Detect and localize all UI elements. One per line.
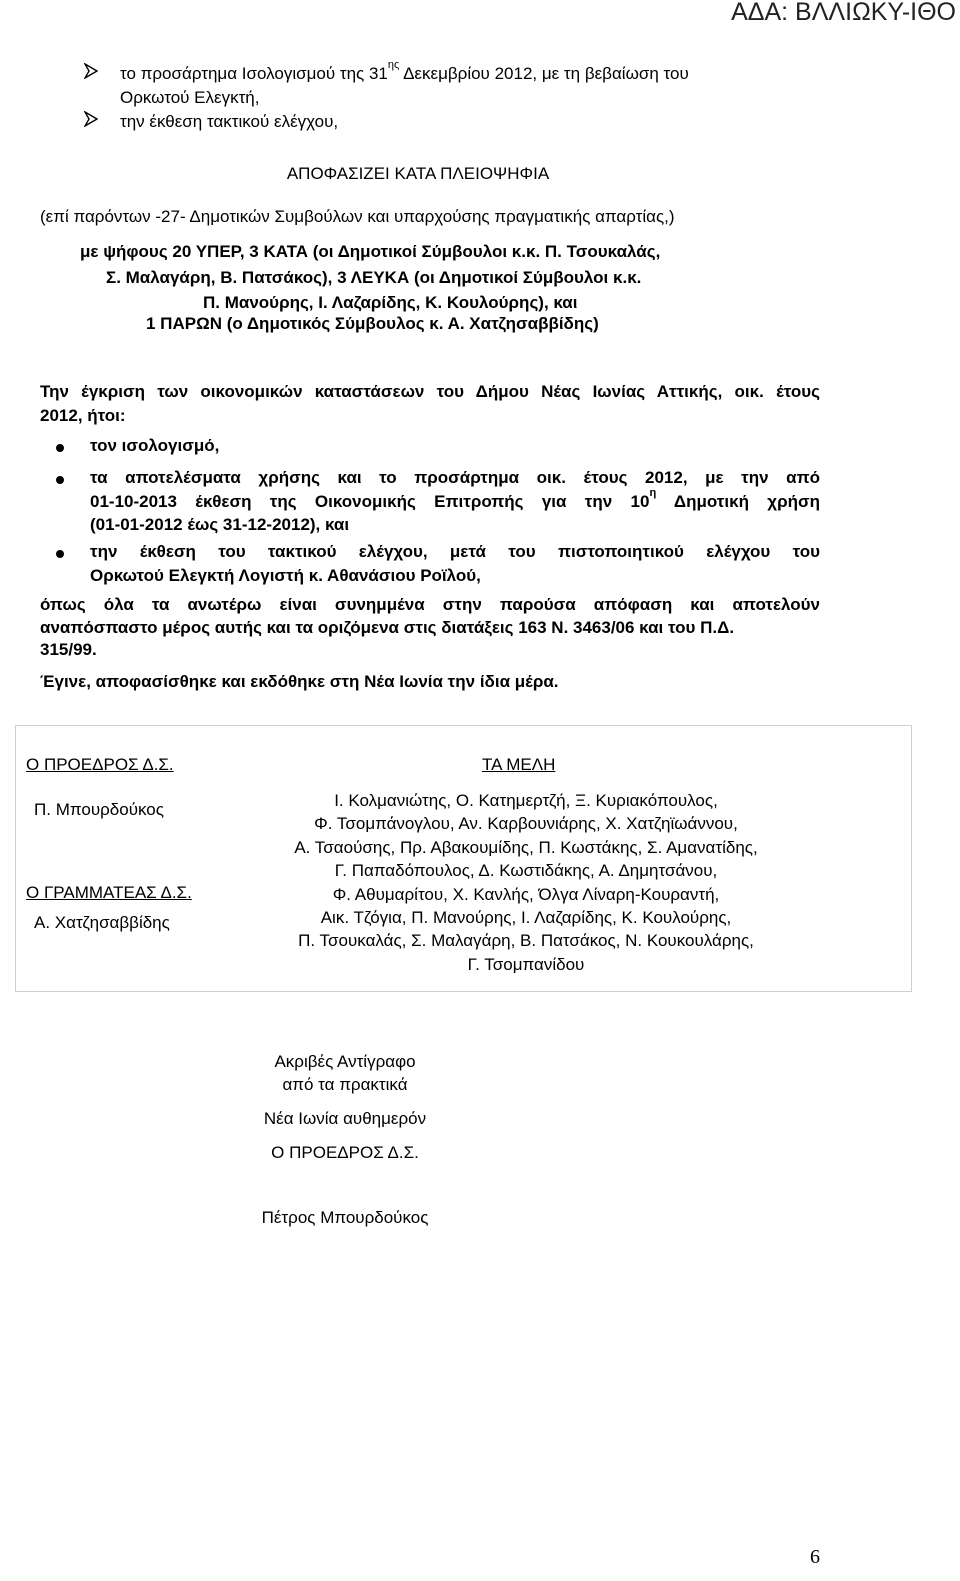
bullet-icon <box>56 476 64 484</box>
approval-item-2-line-3: (01-01-2012 έως 31-12-2012), και <box>90 515 350 534</box>
arrow-bullet-icon <box>84 110 104 134</box>
president-name: Π. Μπουρδούκος <box>34 800 164 819</box>
secretary-name: Α. Χατζησαββίδης <box>34 913 170 932</box>
votes-line-4: 1 ΠΑΡΩΝ (ο Δημοτικός Σύμβουλος κ. Α. Χατζησαββίδης) <box>146 314 599 333</box>
approval-item-2-line-1: τα αποτελέσματα χρήσης και το προσάρτημα οικ. έτους 2012, με την από <box>90 468 820 487</box>
closing-line-1: όπως όλα τα ανωτέρω είναι συνημμένα στην παρούσα απόφαση και αποτελούν <box>40 595 820 614</box>
certification-block <box>200 1050 490 1229</box>
votes-line-1: με ψήφους 20 ΥΠΕΡ, 3 ΚΑΤΑ (οι Δημοτικοί Σύμβουλοι κ.κ. Π. Τσουκαλάς, <box>80 242 661 261</box>
cert-signatory: Πέτρος Μπουρδούκος <box>261 1208 429 1227</box>
arrow-bullet-icon <box>84 62 104 86</box>
bullet-icon <box>56 444 64 452</box>
votes-line-2: Σ. Μαλαγάρη, Β. Πατσάκος), 3 ΛΕΥΚΑ (οι Δημοτικοί Σύμβουλοι κ.κ. <box>106 268 642 287</box>
secretary-title: Ο ΓΡΑΜΜΑΤΕΑΣ Δ.Σ. <box>26 883 192 902</box>
closing-line-3: 315/99. <box>40 640 97 659</box>
presence-line: (επί παρόντων -27- Δημοτικών Συμβούλων και υπαρχούσης πραγματικής απαρτίας,) <box>40 207 675 226</box>
member-line: Γ. Τσομπανίδου <box>467 954 585 974</box>
approval-intro-line-2: 2012, ήτοι: <box>40 406 126 425</box>
members-title: ΤΑ ΜΕΛΗ <box>482 755 556 774</box>
done-line: Έγινε, αποφασίσθηκε και εκδόθηκε στη Νέα Ιωνία την ίδια μέρα. <box>40 672 559 691</box>
member-line: Αικ. Τζόγια, Π. Μανούρης, Ι. Λαζαρίδης, Κ. Κουλούρης, <box>320 908 732 928</box>
member-line: Φ. Τσομπάνογλου, Αν. Καρβουνιάρης, Χ. Χατζηϊωάννου, <box>314 814 738 834</box>
member-line: Α. Τσαούσης, Πρ. Αβακουμίδης, Π. Κωστάκης, Σ. Αμανατίδης, <box>294 837 758 857</box>
signatures-table <box>15 725 912 992</box>
approval-item-3-line-1: την έκθεση του τακτικού ελέγχου, μετά του πιστοποιητικού ελέγχου του <box>90 542 820 561</box>
attachment-item-2-line1: την έκθεση τακτικού ελέγχου, <box>120 112 339 131</box>
members-list <box>226 789 826 976</box>
bullet-icon <box>56 550 64 558</box>
decision-heading: ΑΠΟΦΑΣΙΖΕΙ ΚΑΤΑ ΠΛΕΙΟΨΗΦΙΑ <box>286 164 550 183</box>
cert-line-4: Ο ΠΡΟΕΔΡΟΣ Δ.Σ. <box>271 1143 419 1162</box>
approval-intro-line-1: Την έγκριση των οικονομικών καταστάσεων του Δήμου Νέας Ιωνίας Αττικής, οικ. έτους <box>40 382 820 401</box>
ada-code: ΑΔΑ: ΒΛΛΙΩΚΥ-ΙΘΟ <box>731 0 956 26</box>
cert-line-2: από τα πρακτικά <box>282 1075 408 1094</box>
approval-item-2-line-2: 01-10-2013 έκθεση της Οικονομικής Επιτροπής για την $10^\eta$ Δημοτική χρήση <box>90 487 820 511</box>
approval-item-3-line-2: Ορκωτού Ελεγκτή Λογιστή κ. Αθανάσιου Ροϊλού, <box>90 566 481 585</box>
member-line: Φ. Αθυμαρίτου, Χ. Κανλής, Όλγα Λίναρη-Κουραντή, <box>332 884 720 904</box>
cert-line-1: Ακριβές Αντίγραφο <box>274 1052 416 1071</box>
attachment-item-1-line2: Ορκωτού Ελεγκτή, <box>120 88 260 107</box>
president-title: Ο ΠΡΟΕΔΡΟΣ Δ.Σ. <box>26 755 174 774</box>
votes-line-3: Π. Μανούρης, Ι. Λαζαρίδης, Κ. Κουλούρης), και <box>203 293 578 312</box>
attachment-item-1-line1: το προσάρτημα Ισολογισμού της $31^{\eta\varsigma}$ Δεκεμβρίου 2012, με τη βεβαίωση του <box>120 59 689 83</box>
member-line: Γ. Παπαδόπουλος, Δ. Κωστιδάκης, Α. Δημητσάνου, <box>334 861 718 881</box>
page-number: 6 <box>810 1546 820 1568</box>
closing-line-2: αναπόσπαστο μέρος αυτής και τα οριζόμενα στις διατάξεις 163 Ν. 3463/06 και του Π.Δ. <box>40 618 735 637</box>
member-line: Π. Τσουκαλάς, Σ. Μαλαγάρη, Β. Πατσάκος, Ν. Κουκουλάρης, <box>298 931 754 951</box>
approval-item-1: τον ισολογισμό, <box>90 436 220 455</box>
member-line: Ι. Κολμανιώτης, Ο. Κατημερτζή, Ξ. Κυριακόπουλος, <box>334 791 718 810</box>
cert-line-3: Νέα Ιωνία αυθημερόν <box>263 1109 427 1128</box>
